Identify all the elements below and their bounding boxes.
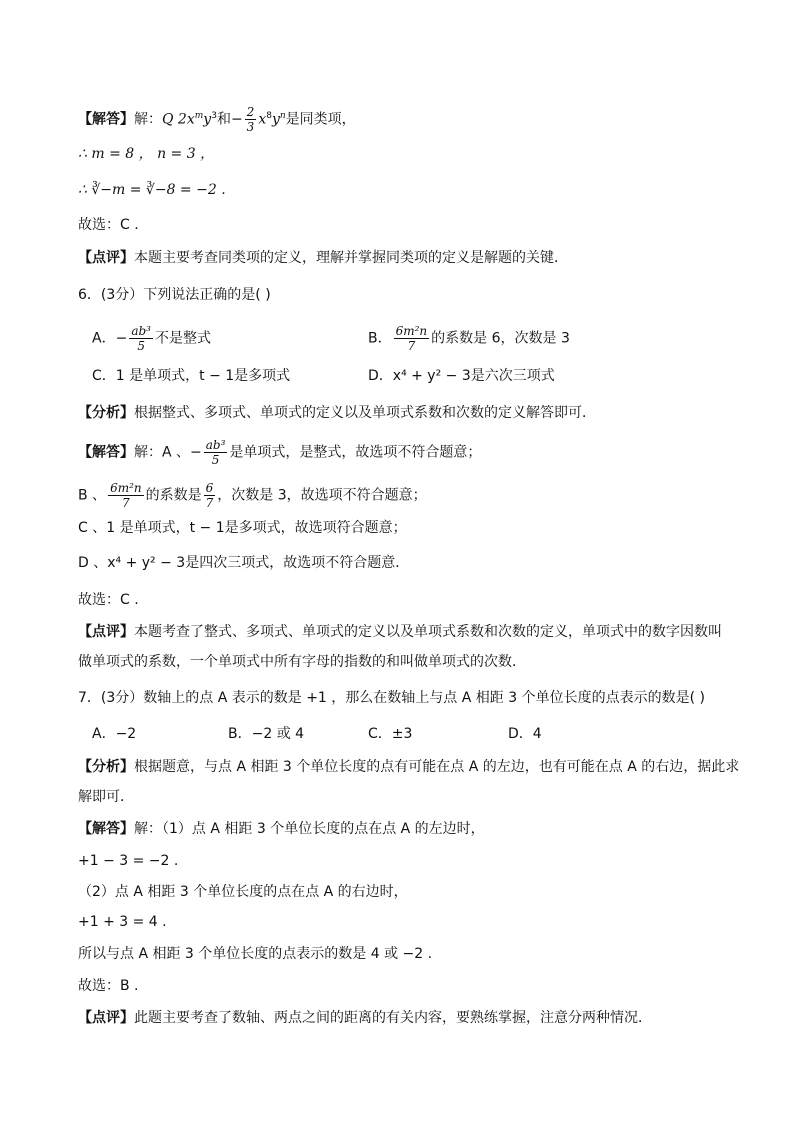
- fraction: $\frac{2}{3}$: [246, 105, 255, 134]
- q5-solution-line2: ∴ m = 8 ， n = 3 ，: [78, 146, 215, 162]
- q7-option-a: A．−2: [92, 726, 137, 742]
- q7-solution-line3: （2）点 A 相距 3 个单位长度的点在点 A 的右边时，: [78, 884, 408, 900]
- q7-solution-line1: 【解答】解：（1）点 A 相距 3 个单位长度的点在点 A 的左边时，: [78, 821, 485, 837]
- solution-tag: 【解答】: [78, 111, 134, 128]
- q5-solution-line3: ∴ ∛−m = ∛−8 = −2 .: [78, 182, 226, 198]
- q6-choose: 故选：C .: [78, 592, 139, 608]
- q5-choose: 故选：C .: [78, 217, 139, 233]
- q6-comment-line1: 【点评】本题考查了整式、多项式、单项式的定义以及单项式系数和次数的定义，单项式中的数字因数叫: [78, 624, 722, 640]
- q6-solution-d: D 、x⁴ + y² − 3是四次三项式，故选项不符合题意．: [78, 555, 410, 571]
- q6-comment-line2: 做单项式的系数，一个单项式中所有字母的指数的和叫做单项式的次数．: [78, 654, 526, 670]
- q7-stem: 7．(3分）数轴上的点 A 表示的数是 +1 ，那么在数轴上与点 A 相距 3 个单位长度的点表示的数是( ): [78, 690, 705, 706]
- q7-choose: 故选：B .: [78, 978, 139, 994]
- q7-solution-line5: 所以与点 A 相距 3 个单位长度的点表示的数是 4 或 −2 .: [78, 946, 433, 962]
- q6-analysis: 【分析】根据整式、多项式、单项式的定义以及单项式系数和次数的定义解答即可．: [78, 405, 596, 421]
- q5-solution-line1: 【解答】解：Q $2x^my^3$和− $\frac{2}{3}$ $x^8y^n$是同类项，: [78, 105, 356, 134]
- q7-option-b: B．−2 或 4: [228, 726, 305, 742]
- q5-comment: 【点评】本题主要考查同类项的定义，理解并掌握同类项的定义是解题的关键．: [78, 250, 568, 266]
- q6-solution-a: 【解答】解：A 、− $\frac{\text{ab³}}{5}$ 是单项式，是整式，故选项不符合题意；: [78, 438, 482, 467]
- q7-comment: 【点评】此题主要考查了数轴、两点之间的距离的有关内容，要熟练掌握，注意分两种情况．: [78, 1010, 652, 1026]
- q6-option-c: C．1 是单项式，t − 1是多项式: [92, 368, 291, 384]
- q7-option-d: D．4: [508, 726, 542, 742]
- q7-analysis-line1: 【分析】根据题意，与点 A 相距 3 个单位长度的点有可能在点 A 的左边，也有可能在点 A 的右边，据此求: [78, 759, 740, 775]
- q7-solution-line2: +1 − 3 = −2 .: [78, 853, 179, 869]
- q6-option-b: B． $\frac{\text{6m²n}}{7}$ 的系数是 6，次数是 3: [368, 324, 570, 353]
- q6-stem: 6．(3分）下列说法正确的是( ): [78, 287, 271, 303]
- q7-solution-line4: +1 + 3 = 4 .: [78, 914, 167, 930]
- q7-option-c: C．±3: [368, 726, 413, 742]
- q6-solution-b: B 、 $\frac{\text{6m²n}}{7}$ 的系数是 $\frac{6}{7}$ ，次数是 3，故选项不符合题意；: [78, 481, 427, 510]
- q6-option-d: D．x⁴ + y² − 3是六次三项式: [368, 368, 555, 384]
- q6-option-a: A．− $\frac{\text{ab³}}{5}$ 不是整式: [92, 324, 211, 353]
- q6-solution-c: C 、1 是单项式，t − 1是多项式，故选项符合题意；: [78, 520, 407, 536]
- q7-analysis-line2: 解即可．: [78, 789, 134, 805]
- comment-tag: 【点评】: [78, 250, 134, 266]
